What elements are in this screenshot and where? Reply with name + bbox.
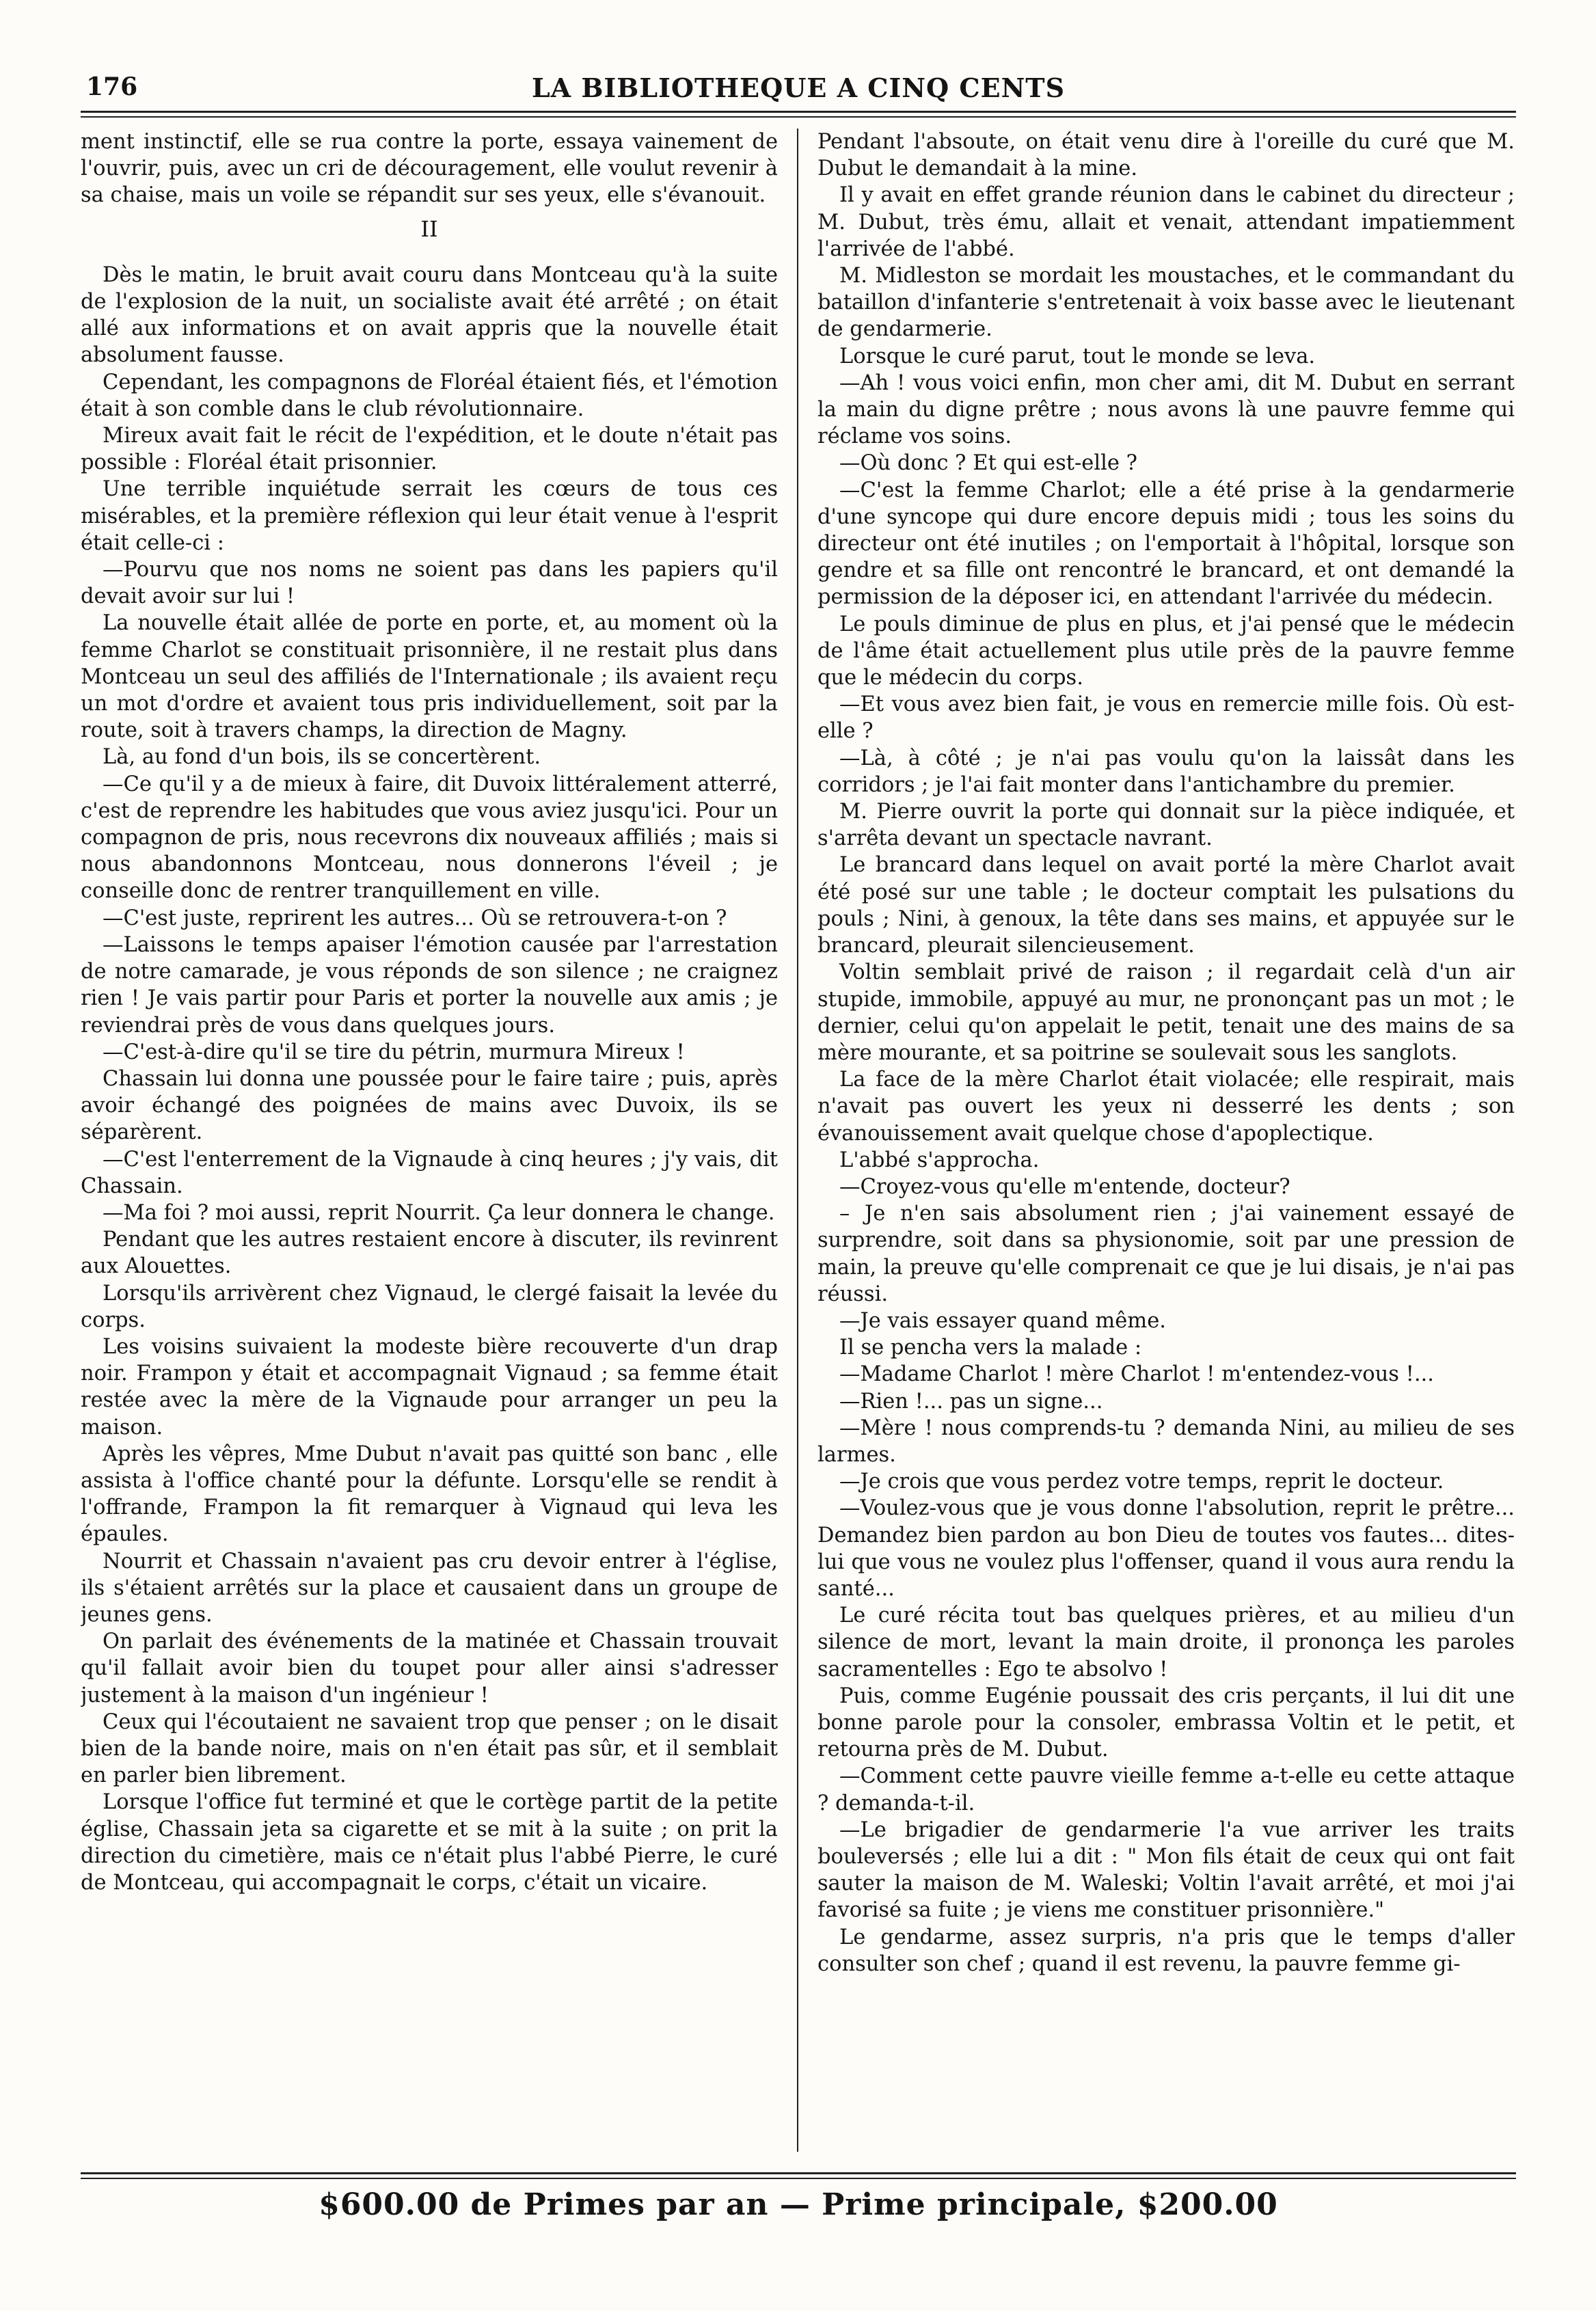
paragraph: Le curé récita tout bas quelques prières, et au milieu d'un silence de mort, levant la main droite, il prononça les paroles sacramentelles : Ego te absolvo !	[817, 1604, 1515, 1681]
left-column	[81, 129, 778, 2159]
paragraph: – Je n'en sais absolument rien ; j'ai vainement essayé de surprendre, soit dans sa physionomie, soit par une pression de main, la preuve qu'elle comprenait ce que je lui disais, je n'ai pas réussi.	[817, 1202, 1515, 1306]
paragraph: —Ah ! vous voici enfin, mon cher ami, dit M. Dubut en serrant la main du digne prêtre ; nous avons là une pauvre femme qui réclame vos soins.	[817, 370, 1515, 449]
paragraph: Les voisins suivaient la modeste bière recouverte d'un drap noir. Frampon y était et accompagnait Vignaud ; sa femme était restée avec la mère de la Vignaude pour arranger un peu la maison.	[81, 1334, 778, 1440]
paragraph: —Ma foi ? moi aussi, reprit Nourrit. Ça leur donnera le change.	[103, 1200, 775, 1225]
paragraph: Dès le matin, le bruit avait couru dans Montceau qu'à la suite de l'explosion de la nuit, un socialiste avait été arrêté ; on était allé aux informations et on avait appris que la nouvelle était absolument fausse.	[81, 262, 778, 368]
footer-rule	[81, 2172, 1516, 2174]
paragraph: —Laissons le temps apaiser l'émotion causée par l'arrestation de notre camarade, je vous réponds de son silence ; ne craignez rien ! Je vais partir pour Paris et porter la nouvelle aux amis ; je reviendrai près de vous dans quelques jours.	[81, 932, 778, 1038]
paragraph: La nouvelle était allée de porte en porte, et, au moment où la femme Charlot se constituait prisonnière, il ne restait plus dans Montceau un seul des affiliés de l'Internationale ; ils avaient reçu un mot d'ordre et avaient tous pris individuellement, soit par la route, soit à travers champs, la direction de Magny.	[81, 611, 778, 743]
paragraph: Le pouls diminue de plus en plus, et j'ai pensé que le médecin de l'âme était actuellement plus utile près de la pauvre femme que le médecin du corps.	[817, 612, 1515, 690]
paragraph: Pendant que les autres restaient encore à discuter, ils revinrent aux Alouettes.	[81, 1228, 778, 1279]
running-title: LA BIBLIOTHEQUE A CINQ CENTS	[531, 72, 1066, 103]
paragraph: Lorsque le curé parut, tout le monde se leva.	[839, 344, 1316, 368]
paragraph: Là, au fond d'un bois, ils se concertèrent.	[103, 745, 541, 770]
paragraph: Chassain lui donna une poussée pour le faire taire ; puis, après avoir échangé des poignées de mains avec Duvoix, ils se séparèrent.	[81, 1066, 778, 1145]
header-rule	[81, 111, 1516, 113]
page	[81, 68, 1516, 2242]
paragraph: Lorsque l'office fut terminé et que le cortège partit de la petite église, Chassain jeta sa cigarette et se mit à la suite ; on prit la direction du cimetière, mais ce n'était plus l'abbé Pierre, le curé de Montceau, qui accompagnait le corps, c'était un vicaire.	[81, 1790, 778, 1895]
page-header	[81, 68, 1516, 115]
paragraph: Mireux avait fait le récit de l'expédition, et le doute n'était pas possible : Floréal était prisonnier.	[81, 424, 778, 475]
paragraph: —Là, à côté ; je n'ai pas voulu qu'on la laissât dans les corridors ; je l'ai fait monter dans l'antichambre du premier.	[817, 746, 1515, 797]
paragraph: —Et vous avez bien fait, je vous en remercie mille fois. Où est-elle ?	[817, 692, 1515, 744]
paragraph: —Voulez-vous que je vous donne l'absolution, reprit le prêtre... Demandez bien pardon au bon Dieu de toutes vos fautes... dites-lui que vous ne voulez plus l'offenser, quand il vous aura rendu la santé...	[817, 1496, 1515, 1601]
paragraph: Une terrible inquiétude serrait les cœurs de tous ces misérables, et la première réflexion qui leur était venue à l'esprit était celle-ci :	[81, 477, 778, 555]
paragraph: —C'est la femme Charlot; elle a été prise à la gendarmerie d'une syncope qui dure encore depuis midi ; tous les soins du directeur ont été inutiles ; on l'emportait à l'hôpital, lorsque son gendre et sa fille ont rencontré le brancard, et ont demandé la permission de la déposer ici, en attendant l'arrivée du médecin.	[817, 478, 1515, 610]
paragraph: —Où donc ? Et qui est-elle ?	[839, 451, 1137, 476]
paragraph: Cependant, les compagnons de Floréal étaient fiés, et l'émotion était à son comble dans le club révolutionnaire.	[81, 370, 778, 421]
paragraph: L'abbé s'approcha.	[839, 1148, 1040, 1172]
paragraph: —Je vais essayer quand même.	[839, 1308, 1166, 1333]
section-heading: II	[420, 215, 438, 242]
paragraph: Nourrit et Chassain n'avaient pas cru devoir entrer à l'église, ils s'étaient arrêtés sur la place et causaient dans un groupe de jeunes gens.	[81, 1549, 778, 1627]
text-columns	[81, 129, 1516, 2159]
footer-advertisement: $600.00 de Primes par an — Prime principale, $200.00	[319, 2187, 1278, 2222]
paragraph: On parlait des événements de la matinée et Chassain trouvait qu'il fallait avoir bien du toupet pour aller ainsi s'adresser justement à la maison d'un ingénieur !	[81, 1630, 778, 1707]
paragraph: —Je crois que vous perdez votre temps, reprit le docteur.	[839, 1470, 1444, 1494]
paragraph: Puis, comme Eugénie poussait des cris perçants, il lui dit une bonne parole pour la consoler, embrassa Voltin et le petit, et retourna près de M. Dubut.	[817, 1684, 1515, 1762]
paragraph: Lorsqu'ils arrivèrent chez Vignaud, le clergé faisait la levée du corps.	[81, 1281, 778, 1332]
column-separator	[797, 129, 798, 2152]
paragraph: Le gendarme, assez surpris, n'a pris que le temps d'aller consulter son chef ; quand il est revenu, la pauvre femme gi-	[817, 1925, 1515, 1976]
paragraph: Voltin semblait privé de raison ; il regardait celà d'un air stupide, immobile, appuyé au mur, ne prononçant pas un mot ; le dernier, celui qu'on appelait le petit, tenait une des mains de sa mère mourante, et sa poitrine se soulevait sous les sanglots.	[817, 960, 1515, 1065]
paragraph: Il y avait en effet grande réunion dans le cabinet du directeur ; M. Dubut, très ému, allait et venait, attendant impatiemment l'arrivée de l'abbé.	[817, 183, 1515, 261]
paragraph: ment instinctif, elle se rua contre la porte, essaya vainement de l'ouvrir, puis, avec un cri de découragement, elle voulut revenir à sa chaise, mais un voile se répandit sur ses yeux, elle s'évanouit.	[81, 130, 778, 208]
paragraph: Pendant l'absoute, on était venu dire à l'oreille du curé que M. Dubut le demandait à la mine.	[817, 130, 1515, 181]
page-number: 176	[86, 72, 138, 101]
paragraph: —Mère ! nous comprends-tu ? demanda Nini, au milieu de ses larmes.	[817, 1416, 1515, 1467]
paragraph: M. Pierre ouvrit la porte qui donnait sur la pièce indiquée, et s'arrêta devant un spectacle navrant.	[817, 800, 1515, 851]
paragraph: —Pourvu que nos noms ne soient pas dans les papiers qu'il devait avoir sur lui !	[81, 558, 778, 609]
footer-rule-secondary	[81, 2178, 1516, 2179]
paragraph: M. Midleston se mordait les moustaches, et le commandant du bataillon d'infanterie s'entretenait à voix basse avec le lieutenant de gendarmerie.	[817, 264, 1515, 342]
paragraph: Ceux qui l'écoutaient ne savaient trop que penser ; on le disait bien de la bande noire, mais on n'en était pas sûr, et il semblait en parler bien librement.	[81, 1709, 778, 1788]
paragraph: —Le brigadier de gendarmerie l'a vue arriver les traits bouleversés ; elle lui a dit : " Mon fils était de ceux qui ont fait sauter la maison de M. Waleski; Voltin l'avait arrêté, et moi j'ai favorisé sa fuite ; je viens me constituer prisonnière."	[817, 1817, 1515, 1923]
paragraph: Le brancard dans lequel on avait porté la mère Charlot avait été posé sur une table ; le docteur comptait les pulsations du pouls ; Nini, à genoux, la tête dans ses mains, et appuyée sur le brancard, pleurait silencieusement.	[817, 853, 1515, 958]
paragraph: —C'est juste, reprirent les autres... Où se retrouvera-t-on ?	[103, 906, 727, 930]
paragraph: —C'est-à-dire qu'il se tire du pétrin, murmura Mireux !	[103, 1040, 685, 1064]
paragraph: —Madame Charlot ! mère Charlot ! m'entendez-vous !...	[839, 1362, 1434, 1387]
paragraph: —Croyez-vous qu'elle m'entende, docteur?	[839, 1174, 1290, 1199]
paragraph: —Rien !... pas un signe...	[839, 1389, 1103, 1414]
header-rule-secondary	[81, 116, 1516, 118]
paragraph: Après les vêpres, Mme Dubut n'avait pas quitté son banc , elle assista à l'office chanté pour la défunte. Lorsqu'elle se rendit à l'offrande, Frampon la fit remarquer à Vignaud qui leva les épaules.	[81, 1442, 778, 1547]
paragraph: —C'est l'enterrement de la Vignaude à cinq heures ; j'y vais, dit Chassain.	[81, 1147, 778, 1198]
right-column	[817, 129, 1515, 2159]
paragraph: —Ce qu'il y a de mieux à faire, dit Duvoix littéralement atterré, c'est de reprendre les habitudes que vous aviez jusqu'ici. Pour un compagnon de pris, nous recevrons dix nouveaux affiliés ; mais si nous abandonnons Montceau, nous donnerons l'éveil ; je conseille donc de rentrer tranquillement en ville.	[81, 772, 778, 904]
paragraph: Il se pencha vers la malade :	[839, 1336, 1142, 1360]
paragraph: La face de la mère Charlot était violacée; elle respirait, mais n'avait pas ouvert les yeux ni desserré les dents ; son évanouissement avait quelque chose d'apoplectique.	[817, 1068, 1515, 1146]
paragraph: —Comment cette pauvre vieille femme a-t-elle eu cette attaque ? demanda-t-il.	[817, 1764, 1515, 1815]
